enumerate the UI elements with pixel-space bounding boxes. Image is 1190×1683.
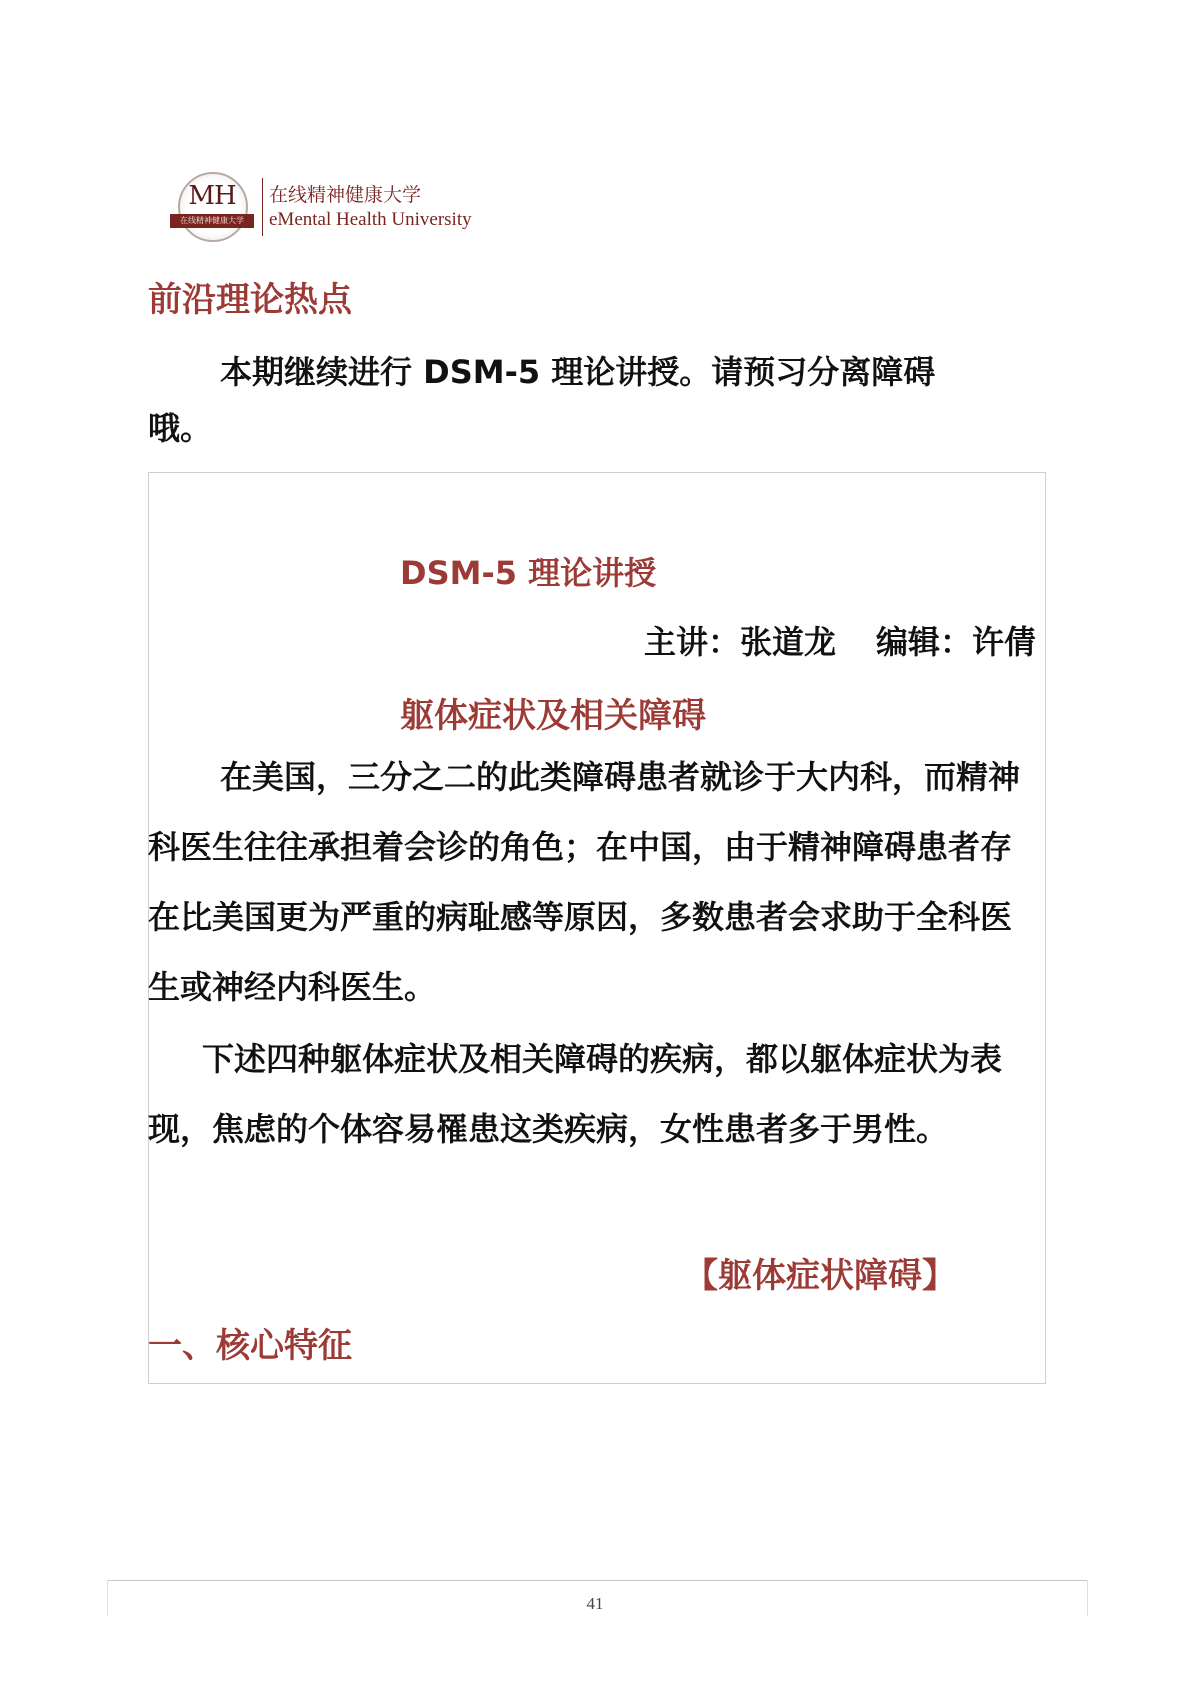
logo-name-cn: 在线精神健康大学 (269, 184, 422, 206)
logo-divider (262, 178, 263, 236)
logo-name-en: eMental Health University (269, 209, 472, 230)
intro-paragraph: 本期继续进行 DSM-5 理论讲授。请预习分离障碍哦。 (148, 353, 936, 447)
body-paragraph-2: 下述四种躯体症状及相关障碍的疾病，都以躯体症状为表现，焦虑的个体容易罹患这类疾病，女性患者多于男性。 (148, 1040, 1003, 1148)
byline (644, 617, 1036, 663)
logo-seal (170, 172, 254, 242)
lecture-title: DSM-5 理论讲授 (400, 554, 657, 592)
disorder-heading: 【躯体症状障碍】 (684, 1256, 956, 1296)
section-heading: 前沿理论热点 (148, 280, 352, 320)
core-features-heading: 一、核心特征 (148, 1326, 352, 1366)
seal-ribbon: 在线精神健康大学 (170, 214, 254, 228)
university-logo (170, 172, 472, 242)
seal-mh-text: MH (188, 181, 236, 211)
page-number: 41 (586, 1594, 604, 1613)
footer-rule (107, 1580, 1087, 1581)
logo-text (269, 182, 472, 232)
topic-subtitle: 躯体症状及相关障碍 (400, 696, 706, 736)
body-paragraph-1: 在美国，三分之二的此类障碍患者就诊于大内科，而精神科医生往往承担着会诊的角色；在中国，由于精神障碍患者存在比美国更为严重的病耻感等原因，多数患者会求助于全科医生或神经内科医生。 (148, 758, 1021, 1006)
lecturer: 主讲：张道龙 (643, 623, 836, 661)
editor: 编辑：许倩 (875, 623, 1036, 661)
